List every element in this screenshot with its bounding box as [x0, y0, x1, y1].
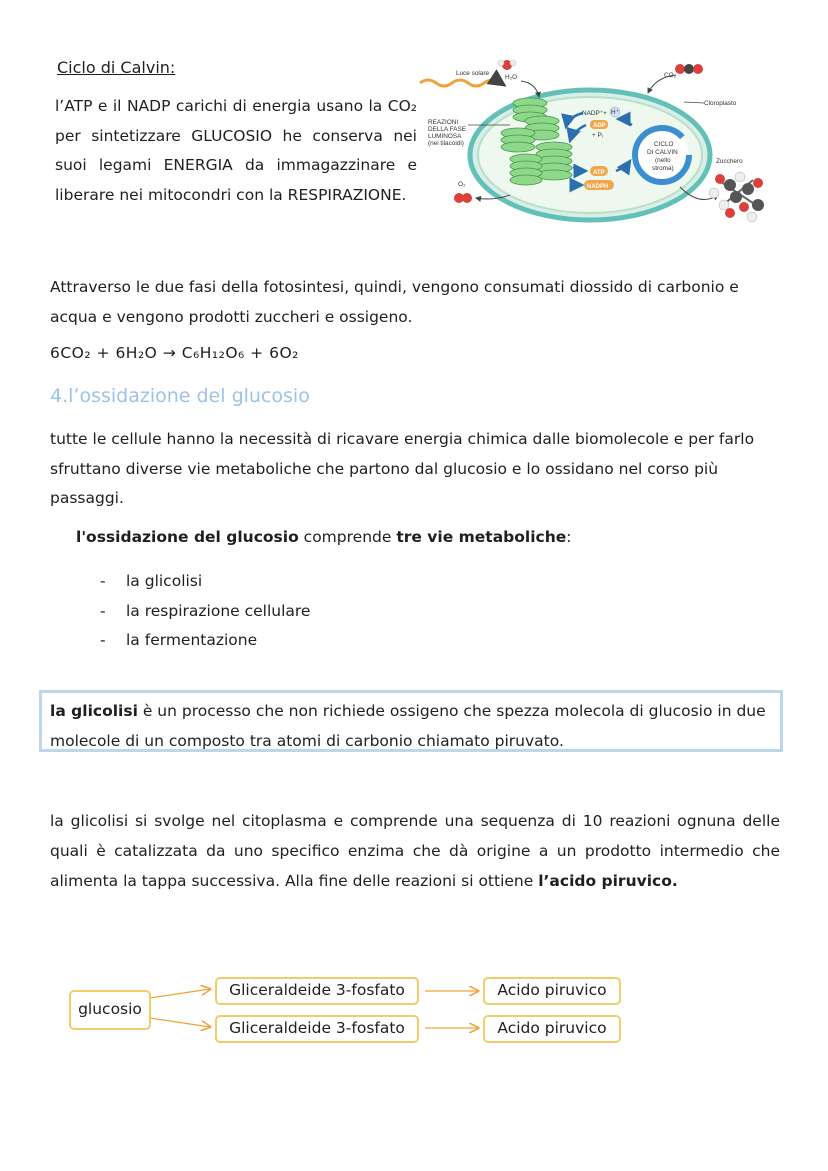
flow-intermediate-box-1: Gliceraldeide 3-fosfato [215, 977, 419, 1005]
arrow-glucosio-to-g3p-2 [150, 1018, 210, 1027]
label-reazioni-2: DELLA FASE [428, 126, 467, 133]
sunlight-ray [420, 80, 504, 86]
h2o-molecule [498, 60, 516, 70]
oxidation-intro-paragraph: tutte le cellule hanno la necessità di ricavare energia chimica dalle biomolecole e per farlo sfruttano diverse vie metaboliche che partono dal glucosio e lo ossidano nel corso più passaggi. [50, 430, 755, 507]
flow-product-box-1: Acido piruvico [483, 977, 621, 1005]
label-pi: + Pᵢ [592, 132, 603, 139]
label-adp: ADP [593, 123, 606, 129]
flow-product-box-2: Acido piruvico [483, 1015, 621, 1043]
glycolysis-definition [50, 697, 780, 756]
o2-molecule [454, 193, 472, 203]
intro-bold-2: tre vie metaboliche [396, 528, 567, 546]
glycolysis-paragraph-text: la glicolisi si svolge nel citoplasma e comprende una sequenza di 10 reazioni ognuna delle quali è catalizzata da uno specifico enzima che dà origine a un prodotto intermedio che alimenta la tappa successiva. Alla fine delle reazioni si ottiene [50, 812, 780, 890]
photosynthesis-summary: Attraverso le due fasi della fotosintesi, quindi, vengono consumati diossido di carbonio e acqua e vengono prodotti zuccheri e ossigeno. [50, 278, 739, 326]
label-cloroplasto: Cloroplasto [704, 100, 737, 107]
label-atp: ATP [593, 170, 605, 176]
label-luce-solare: Luce solare [456, 70, 490, 77]
label-co2: CO₂ [664, 72, 677, 79]
label-reazioni-3: LUMINOSA [428, 133, 462, 140]
list-item-text: la glicolisi [126, 572, 203, 590]
label-ciclo-3: (nello [655, 157, 671, 164]
list-dash: - [100, 572, 106, 590]
intro-end: : [566, 528, 572, 546]
list-item-text: la fermentazione [126, 631, 258, 649]
label-o2: O₂ [458, 181, 466, 188]
glycolysis-paragraph [50, 806, 780, 896]
calvin-title: Ciclo di Calvin: [57, 58, 176, 77]
arrow-glucosio-to-g3p-1 [150, 989, 210, 998]
definition-rest: è un processo che non richiede ossigeno che spezza molecola di glucosio in due molecole di un composto tra atomi di carbonio chiamato piruvato. [50, 702, 766, 750]
flow-intermediate-box-2: Gliceraldeide 3-fosfato [215, 1015, 419, 1043]
label-ciclo-4: stroma) [652, 165, 674, 172]
intro-bold-1: l'ossidazione del glucosio [76, 528, 299, 546]
section-title: 4.l’ossidazione del glucosio [50, 385, 310, 407]
label-reazioni-4: (nei tilacoidi) [428, 140, 464, 147]
photosynthesis-equation: 6CO₂ + 6H₂O → C₆H₁₂O₆ + 6O₂ [50, 344, 299, 362]
calvin-text: l’ATP e il NADP carichi di energia usano la CO₂ per sintetizzare GLUCOSIO he conserva nei suoi legami ENERGIA da immagazzinare e liberare nei mitocondri con la RESPIRAZIONE. [55, 97, 417, 204]
co2-molecule [675, 64, 703, 74]
list-dash: - [100, 631, 106, 649]
label-h-plus: H⁺ [611, 109, 619, 116]
label-h2o: H₂O [505, 74, 518, 81]
label-zucchero: Zucchero [716, 158, 743, 165]
label-nadp: NADP⁺+ [582, 110, 607, 117]
list-item [100, 626, 310, 656]
intro-middle: comprende [298, 528, 397, 546]
definition-bold: la glicolisi [50, 702, 138, 720]
list-dash: - [100, 601, 106, 620]
label-reazioni-1: REAZIONI [428, 119, 459, 126]
chloroplast-diagram [418, 55, 770, 233]
list-item [100, 597, 310, 627]
list-item-text: la respirazione cellulare [126, 601, 311, 620]
flow-start-box: glucosio [69, 990, 151, 1030]
pathways-intro [76, 528, 572, 546]
label-ciclo-2: DI CALVIN [647, 149, 678, 156]
sugar-molecule [709, 172, 764, 222]
list-item [100, 567, 310, 597]
pathways-list [100, 567, 310, 656]
label-nadph: NADPH [587, 184, 609, 190]
glycolysis-paragraph-bold: l’acido piruvico. [538, 872, 678, 890]
label-ciclo-1: CICLO [654, 141, 674, 148]
